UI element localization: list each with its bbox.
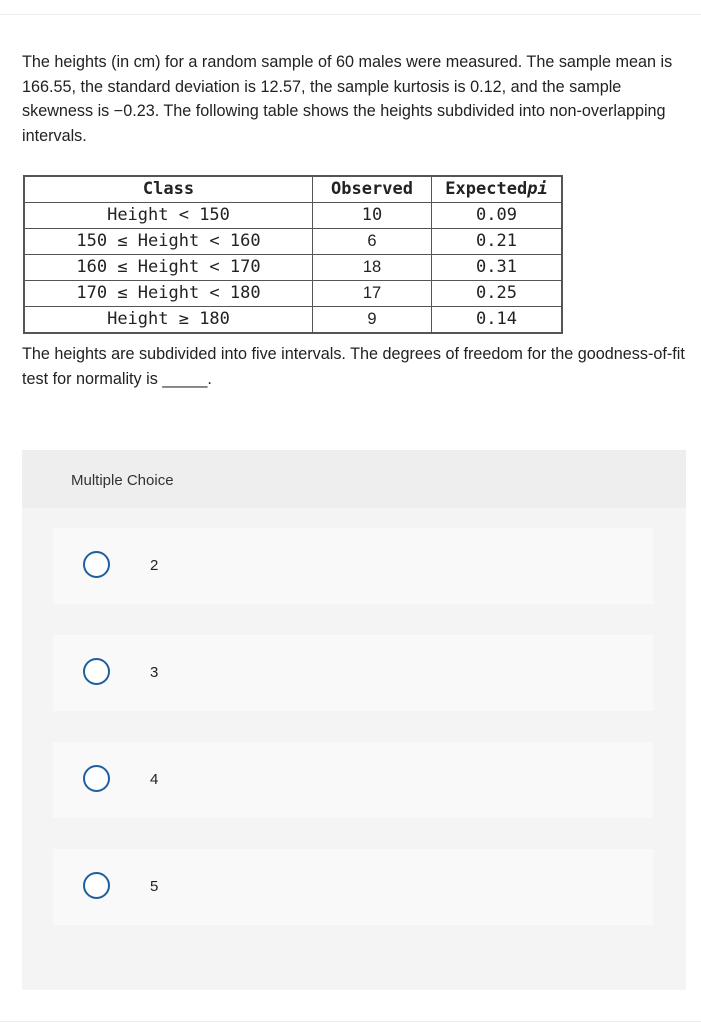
table-row [24,307,562,334]
observed-cell: 17 [313,281,432,307]
top-divider [0,14,701,15]
answer-option-label: 5 [150,878,159,895]
table-row [24,255,562,281]
multiple-choice-panel [22,450,686,990]
observed-cell: 9 [313,307,432,334]
table-row [24,203,562,229]
answer-option-3[interactable] [53,635,653,711]
answer-option-label: 4 [150,771,159,788]
multiple-choice-header [22,450,686,508]
answer-option-2[interactable] [53,528,653,604]
radio-button-icon[interactable] [83,658,110,685]
question-text: The heights (in cm) for a random sample of 60 males were measured. The sample mean is 166.55, the standard deviation is 12.57, the sample kurtosis is 0.12, and the sample skewness is −0.23. The following table shows the heights subdivided into non-overlapping intervals. [22,53,673,145]
heights-table [23,175,563,334]
class-cell: 150 ≤ Height < 160 [24,229,313,255]
header-expected [432,176,563,203]
table-row [24,229,562,255]
expected-cell: 0.09 [432,203,563,229]
expected-cell: 0.14 [432,307,563,334]
radio-button-icon[interactable] [83,765,110,792]
header-expected-subscript: i [537,179,548,199]
class-cell: 170 ≤ Height < 180 [24,281,313,307]
expected-cell: 0.21 [432,229,563,255]
header-class: Class [24,176,313,203]
radio-button-icon[interactable] [83,872,110,899]
header-expected-symbol: p [527,179,538,199]
expected-cell: 0.25 [432,281,563,307]
class-cell: Height ≥ 180 [24,307,313,334]
followup-question-text: The heights are subdivided into five intervals. The degrees of freedom for the goodness-of-fit test for normality is _____. [22,345,685,388]
table-row [24,281,562,307]
class-cell: Height < 150 [24,203,313,229]
observed-cell: 10 [313,203,432,229]
observed-cell: 18 [313,255,432,281]
table-header-row [24,176,562,203]
answer-option-label: 2 [150,557,159,574]
observed-cell: 6 [313,229,432,255]
answer-option-label: 3 [150,664,159,681]
header-observed: Observed [313,176,432,203]
expected-cell: 0.31 [432,255,563,281]
header-expected-label: Expected [445,179,528,199]
multiple-choice-title: Multiple Choice [71,472,174,489]
bottom-divider [0,1021,701,1022]
class-cell: 160 ≤ Height < 170 [24,255,313,281]
radio-button-icon[interactable] [83,551,110,578]
answer-option-4[interactable] [53,742,653,818]
answer-option-5[interactable] [53,849,653,925]
